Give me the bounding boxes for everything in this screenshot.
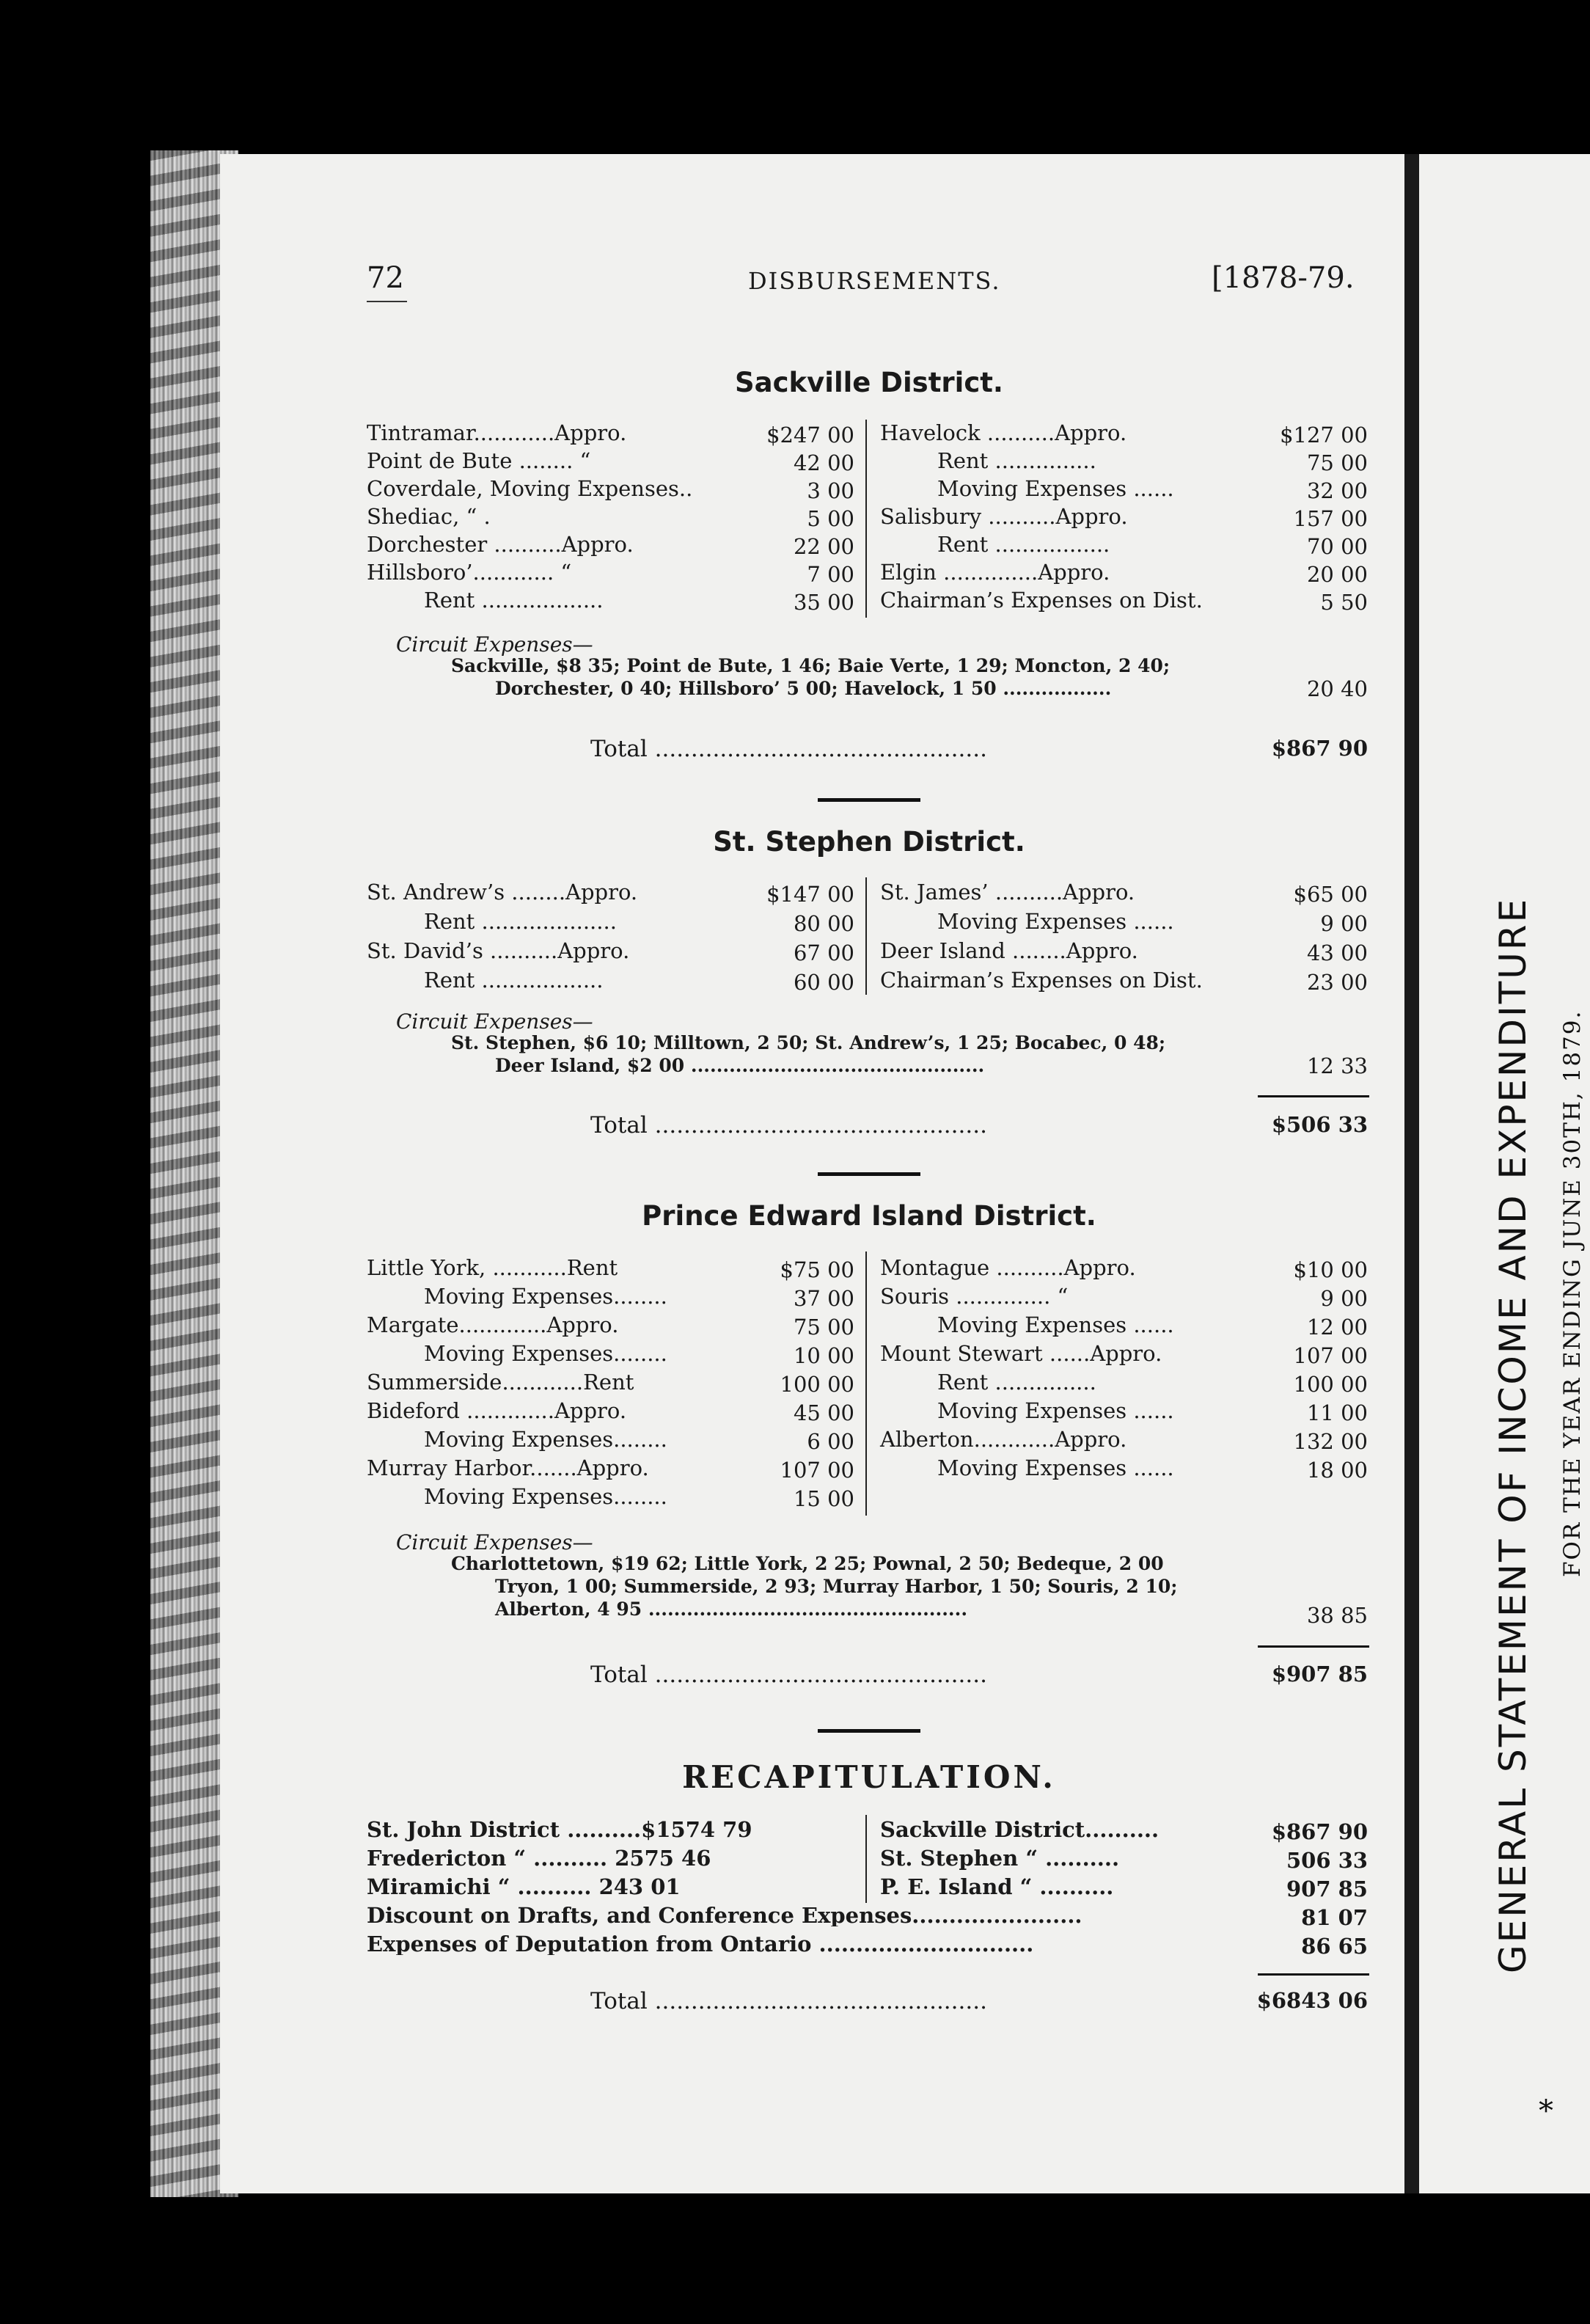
recap-right-amount: 907 85 <box>1286 1877 1368 1901</box>
sackville-right-amount: $127 00 <box>1280 423 1368 447</box>
pei-right-amount: 100 00 <box>1293 1372 1368 1397</box>
sackville-title: Sackville District. <box>734 367 1003 398</box>
sackville-left-amount: 22 00 <box>793 534 854 559</box>
pei-right-label: Moving Expenses ...... <box>937 1398 1174 1423</box>
pei-right-label: Montague ..........Appro. <box>880 1255 1136 1280</box>
sackville-left-label: Rent .................. <box>424 588 604 613</box>
pei-left-amount: 10 00 <box>793 1343 854 1368</box>
circuit-expenses-heading: Circuit Expenses— <box>396 1009 593 1034</box>
section-separator <box>818 1172 920 1176</box>
page-gutter <box>1404 154 1419 2193</box>
sackville-left-label: Coverdale, Moving Expenses.. <box>367 476 693 501</box>
st-stephen-left-amount: 80 00 <box>793 911 854 936</box>
st-stephen-left-label: Rent .................... <box>424 909 617 934</box>
total-amount: $506 33 <box>1271 1112 1368 1137</box>
sackville-right-label: Moving Expenses ...... <box>937 476 1174 501</box>
st-stephen-right-label: Moving Expenses ...... <box>937 909 1174 934</box>
recap-left-row: Fredericton “ .......... 2575 46 <box>367 1846 711 1871</box>
sackville-left-amount: 3 00 <box>807 478 854 503</box>
recapitulation-title: RECAPITULATION. <box>682 1759 1056 1795</box>
circuit-expenses-line: Alberton, 4 95 .................................................. <box>495 1598 968 1620</box>
st-stephen-left-label: Rent .................. <box>424 968 604 993</box>
st-stephen-right-label: St. James’ ..........Appro. <box>880 880 1135 905</box>
pei-right-label: Mount Stewart ......Appro. <box>880 1341 1162 1366</box>
sackville-left-amount: 35 00 <box>793 590 854 615</box>
sackville-right-label: Elgin ..............Appro. <box>880 560 1110 585</box>
sackville-left-amount: 42 00 <box>793 450 854 475</box>
sackville-left-amount: 5 00 <box>807 506 854 531</box>
sackville-right-label: Rent ............... <box>937 448 1096 473</box>
circuit-expenses-line: Tryon, 1 00; Summerside, 2 93; Murray Harbor, 1 50; Souris, 2 10; <box>495 1576 1178 1597</box>
st-stephen-title: St. Stephen District. <box>713 826 1025 858</box>
pei-right-label: Rent ............... <box>937 1370 1096 1395</box>
section-separator <box>818 1729 920 1733</box>
pei-right-amount: 12 00 <box>1306 1315 1368 1340</box>
sackville-left-amount: 7 00 <box>807 562 854 587</box>
column-divider <box>865 420 867 618</box>
pei-left-label: Moving Expenses........ <box>424 1427 667 1452</box>
pei-left-amount: 75 00 <box>793 1315 854 1340</box>
pei-left-label: Little York, ...........Rent <box>367 1255 618 1280</box>
circuit-expenses-amount: 12 33 <box>1306 1053 1368 1078</box>
circuit-expenses-amount: 38 85 <box>1306 1603 1368 1628</box>
pei-right-amount: 132 00 <box>1293 1429 1368 1454</box>
star-mark: * <box>1539 2094 1553 2128</box>
pei-left-amount: 45 00 <box>793 1400 854 1425</box>
pei-left-amount: 107 00 <box>780 1458 854 1483</box>
pei-left-label: Bideford .............Appro. <box>367 1398 627 1423</box>
pei-left-amount: 6 00 <box>807 1429 854 1454</box>
sackville-right-amount: 75 00 <box>1306 450 1368 475</box>
st-stephen-left-amount: 60 00 <box>793 970 854 995</box>
sackville-right-label: Rent ................. <box>937 532 1110 557</box>
st-stephen-right-amount: 9 00 <box>1320 911 1368 936</box>
grand-total-amount: $6843 06 <box>1256 1988 1368 2013</box>
page-number: 72 <box>367 261 404 295</box>
pei-right-amount: 11 00 <box>1306 1400 1368 1425</box>
pei-right-label: Souris .............. “ <box>880 1284 1069 1309</box>
sackville-left-label: Hillsboro’............ “ <box>367 560 572 585</box>
total-amount: $907 85 <box>1271 1662 1368 1687</box>
total-label: Total .............................................. <box>590 736 987 762</box>
recap-right-label: Sackville District.......... <box>880 1817 1159 1842</box>
st-stephen-left-amount: $147 00 <box>766 882 854 907</box>
st-stephen-left-label: St. Andrew’s ........Appro. <box>367 880 638 905</box>
st-stephen-right-label: Chairman’s Expenses on Dist. <box>880 968 1203 993</box>
total-rule <box>1258 1645 1369 1648</box>
pei-left-label: Murray Harbor.......Appro. <box>367 1455 649 1480</box>
pei-left-amount: 15 00 <box>793 1486 854 1511</box>
sackville-right-amount: 20 00 <box>1306 562 1368 587</box>
circuit-expenses-line: Charlottetown, $19 62; Little York, 2 25; Pownal, 2 50; Bedeque, 2 00 <box>451 1553 1164 1574</box>
sackville-right-label: Havelock ..........Appro. <box>880 420 1127 445</box>
st-stephen-left-amount: 67 00 <box>793 940 854 965</box>
pei-right-amount: 18 00 <box>1306 1458 1368 1483</box>
section-separator <box>818 798 920 802</box>
pei-right-label: Alberton............Appro. <box>880 1427 1127 1452</box>
discount-label: Discount on Drafts, and Conference Expenses....................... <box>367 1905 1082 1926</box>
discount-amount: 81 07 <box>1301 1905 1368 1930</box>
sackville-right-amount: 70 00 <box>1306 534 1368 559</box>
pei-left-label: Moving Expenses........ <box>424 1484 667 1509</box>
total-rule <box>1258 1973 1369 1976</box>
pei-left-label: Summerside............Rent <box>367 1370 634 1395</box>
column-divider <box>865 1251 867 1516</box>
recap-right-label: P. E. Island “ .......... <box>880 1874 1114 1899</box>
pei-right-amount: 9 00 <box>1320 1286 1368 1311</box>
grand-total-label: Total .............................................. <box>590 1988 987 2014</box>
sackville-right-label: Salisbury ..........Appro. <box>880 504 1128 529</box>
pei-right-label: Moving Expenses ...... <box>937 1312 1174 1337</box>
sackville-right-amount: 5 50 <box>1320 590 1368 615</box>
st-stephen-right-label: Deer Island ........Appro. <box>880 938 1138 963</box>
pei-left-label: Moving Expenses........ <box>424 1341 667 1366</box>
pei-right-amount: 107 00 <box>1293 1343 1368 1368</box>
st-stephen-right-amount: $65 00 <box>1293 882 1368 907</box>
recap-right-amount: 506 33 <box>1286 1848 1368 1873</box>
st-stephen-right-amount: 43 00 <box>1306 940 1368 965</box>
side-title: GENERAL STATEMENT OF INCOME AND EXPENDITURE <box>1492 896 1534 1973</box>
total-rule <box>1258 1095 1369 1097</box>
pei-left-amount: 100 00 <box>780 1372 854 1397</box>
total-label: Total .............................................. <box>590 1662 987 1688</box>
header-year: [1878-79. <box>1212 261 1355 295</box>
sackville-left-label: Point de Bute ........ “ <box>367 448 591 473</box>
sackville-left-label: Dorchester ..........Appro. <box>367 532 634 557</box>
circuit-expenses-line: St. Stephen, $6 10; Milltown, 2 50; St. Andrew’s, 1 25; Bocabec, 0 48; <box>451 1032 1166 1053</box>
deputation-amount: 86 65 <box>1301 1934 1368 1959</box>
pei-left-label: Moving Expenses........ <box>424 1284 667 1309</box>
pei-right-amount: $10 00 <box>1293 1257 1368 1282</box>
circuit-expenses-line: Sackville, $8 35; Point de Bute, 1 46; Baie Verte, 1 29; Moncton, 2 40; <box>451 655 1170 676</box>
recap-left-row: St. John District ..........$1574 79 <box>367 1817 752 1842</box>
sackville-right-amount: 32 00 <box>1306 478 1368 503</box>
recap-right-amount: $867 90 <box>1271 1819 1368 1844</box>
pei-left-label: Margate.............Appro. <box>367 1312 619 1337</box>
pei-left-amount: $75 00 <box>780 1257 854 1282</box>
pei-title: Prince Edward Island District. <box>642 1200 1096 1232</box>
sackville-right-label: Chairman’s Expenses on Dist. <box>880 588 1203 613</box>
column-divider <box>865 1815 867 1903</box>
sackville-left-amount: $247 00 <box>766 423 854 447</box>
column-divider <box>865 877 867 995</box>
circuit-expenses-heading: Circuit Expenses— <box>396 1530 593 1554</box>
circuit-expenses-amount: 20 40 <box>1306 676 1368 701</box>
total-amount: $867 90 <box>1271 736 1368 761</box>
st-stephen-left-label: St. David’s ..........Appro. <box>367 938 630 963</box>
recap-right-label: St. Stephen “ .......... <box>880 1846 1120 1871</box>
recap-left-row: Miramichi “ .......... 243 01 <box>367 1874 681 1899</box>
sackville-left-label: Tintramar............Appro. <box>367 420 627 445</box>
total-label: Total .............................................. <box>590 1112 987 1139</box>
running-title: DISBURSEMENTS. <box>748 267 1001 295</box>
pei-right-label: Moving Expenses ...... <box>937 1455 1174 1480</box>
side-subtitle: FOR THE YEAR ENDING JUNE 30TH, 1879. <box>1559 1009 1586 1577</box>
st-stephen-right-amount: 23 00 <box>1306 970 1368 995</box>
circuit-expenses-line: Dorchester, 0 40; Hillsboro’ 5 00; Havelock, 1 50 ................. <box>495 678 1112 699</box>
pei-left-amount: 37 00 <box>793 1286 854 1311</box>
circuit-expenses-line: Deer Island, $2 00 .............................................. <box>495 1055 985 1076</box>
sackville-right-amount: 157 00 <box>1293 506 1368 531</box>
circuit-expenses-heading: Circuit Expenses— <box>396 632 593 657</box>
header-rule <box>367 301 407 302</box>
deputation-label: Expenses of Deputation from Ontario ............................. <box>367 1934 1034 1955</box>
sackville-left-label: Shediac, “ . <box>367 504 491 529</box>
